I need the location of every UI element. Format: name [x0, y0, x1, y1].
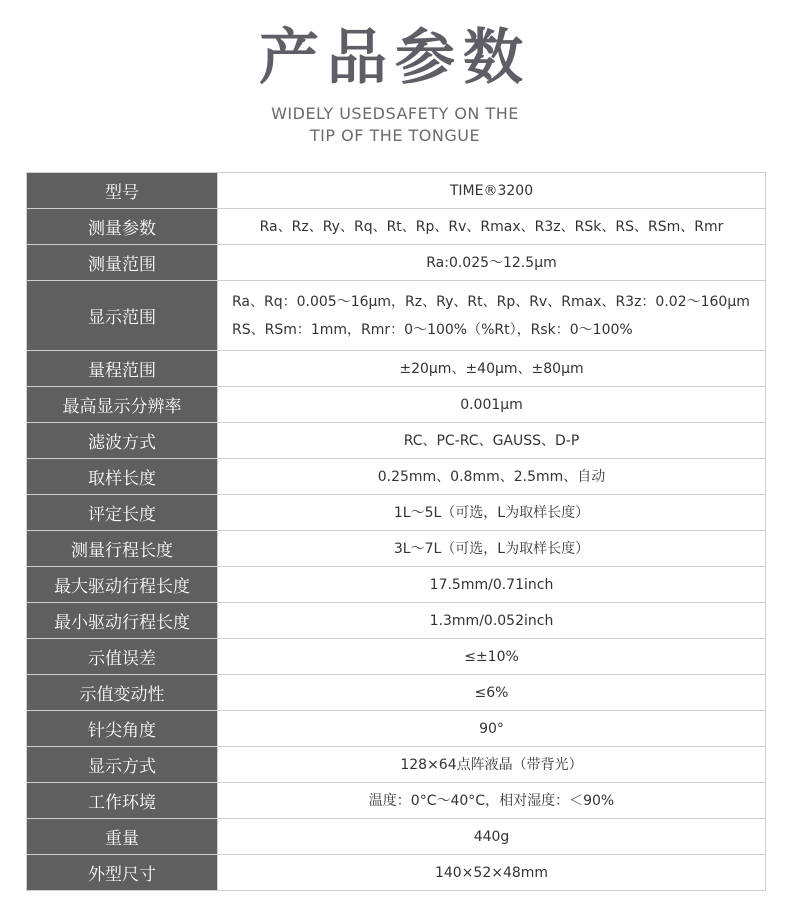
param-value: 0.001μm [218, 387, 766, 423]
page-header [0, 0, 790, 160]
param-value: 温度：0°C～40°C，相对湿度：＜90% [218, 783, 766, 819]
param-label: 测量行程长度 [27, 531, 218, 567]
param-label: 测量参数 [27, 209, 218, 245]
param-label: 测量范围 [27, 245, 218, 281]
param-label: 显示方式 [27, 747, 218, 783]
param-value: 0.25mm、0.8mm、2.5mm、自动 [218, 459, 766, 495]
param-label: 最大驱动行程长度 [27, 567, 218, 603]
table-row [27, 495, 766, 531]
table-row [27, 711, 766, 747]
param-value: Ra、Rz、Ry、Rq、Rt、Rp、Rv、Rmax、R3z、RSk、RS、RSm、Rmr [218, 209, 766, 245]
table-row [27, 603, 766, 639]
param-label: 工作环境 [27, 783, 218, 819]
table-row [27, 675, 766, 711]
table-row [27, 281, 766, 351]
param-value: 3L～7L（可选，L为取样长度） [218, 531, 766, 567]
table-row [27, 747, 766, 783]
param-label: 针尖角度 [27, 711, 218, 747]
param-value: 1L～5L（可选，L为取样长度） [218, 495, 766, 531]
param-label: 重量 [27, 819, 218, 855]
table-row [27, 459, 766, 495]
table-row [27, 423, 766, 459]
param-label: 示值误差 [27, 639, 218, 675]
page-title: 产品参数 [259, 23, 531, 93]
page-subtitle [0, 103, 790, 147]
param-label: 量程范围 [27, 351, 218, 387]
param-value: ≤6% [218, 675, 766, 711]
param-label: 评定长度 [27, 495, 218, 531]
table-row [27, 245, 766, 281]
param-value: 90° [218, 711, 766, 747]
table-row [27, 387, 766, 423]
table-row [27, 209, 766, 245]
param-label: 取样长度 [27, 459, 218, 495]
table-row [27, 819, 766, 855]
param-value: ≤±10% [218, 639, 766, 675]
param-value: 440g [218, 819, 766, 855]
table-row [27, 783, 766, 819]
param-label: 示值变动性 [27, 675, 218, 711]
table-row [27, 855, 766, 891]
param-label: 最小驱动行程长度 [27, 603, 218, 639]
table-row [27, 567, 766, 603]
param-value: 128×64点阵液晶（带背光） [218, 747, 766, 783]
table-row [27, 531, 766, 567]
subtitle-line-1: WIDELY USEDSAFETY ON THE [271, 104, 519, 123]
param-value: 1.3mm/0.052inch [218, 603, 766, 639]
param-label: 显示范围 [27, 281, 218, 351]
table-row [27, 351, 766, 387]
param-label: 滤波方式 [27, 423, 218, 459]
param-label: 最高显示分辨率 [27, 387, 218, 423]
param-value: 17.5mm/0.71inch [218, 567, 766, 603]
parameters-table [26, 172, 766, 891]
param-value: 140×52×48mm [218, 855, 766, 891]
param-value: Ra:0.025～12.5μm [218, 245, 766, 281]
param-value: TIME®3200 [218, 173, 766, 209]
table-row [27, 639, 766, 675]
param-value: Ra、Rq：0.005～16μm，Rz、Ry、Rt、Rp、Rv、Rmax、R3z：0.02～160μm RS、RSm：1mm，Rmr：0～100%（%Rt），Rsk：0～100% [218, 281, 766, 351]
param-value: RC、PC-RC、GAUSS、D-P [218, 423, 766, 459]
param-label: 外型尺寸 [27, 855, 218, 891]
param-label: 型号 [27, 173, 218, 209]
table-row [27, 173, 766, 209]
param-value: ±20μm、±40μm、±80μm [218, 351, 766, 387]
subtitle-line-2: TIP OF THE TONGUE [309, 126, 481, 145]
